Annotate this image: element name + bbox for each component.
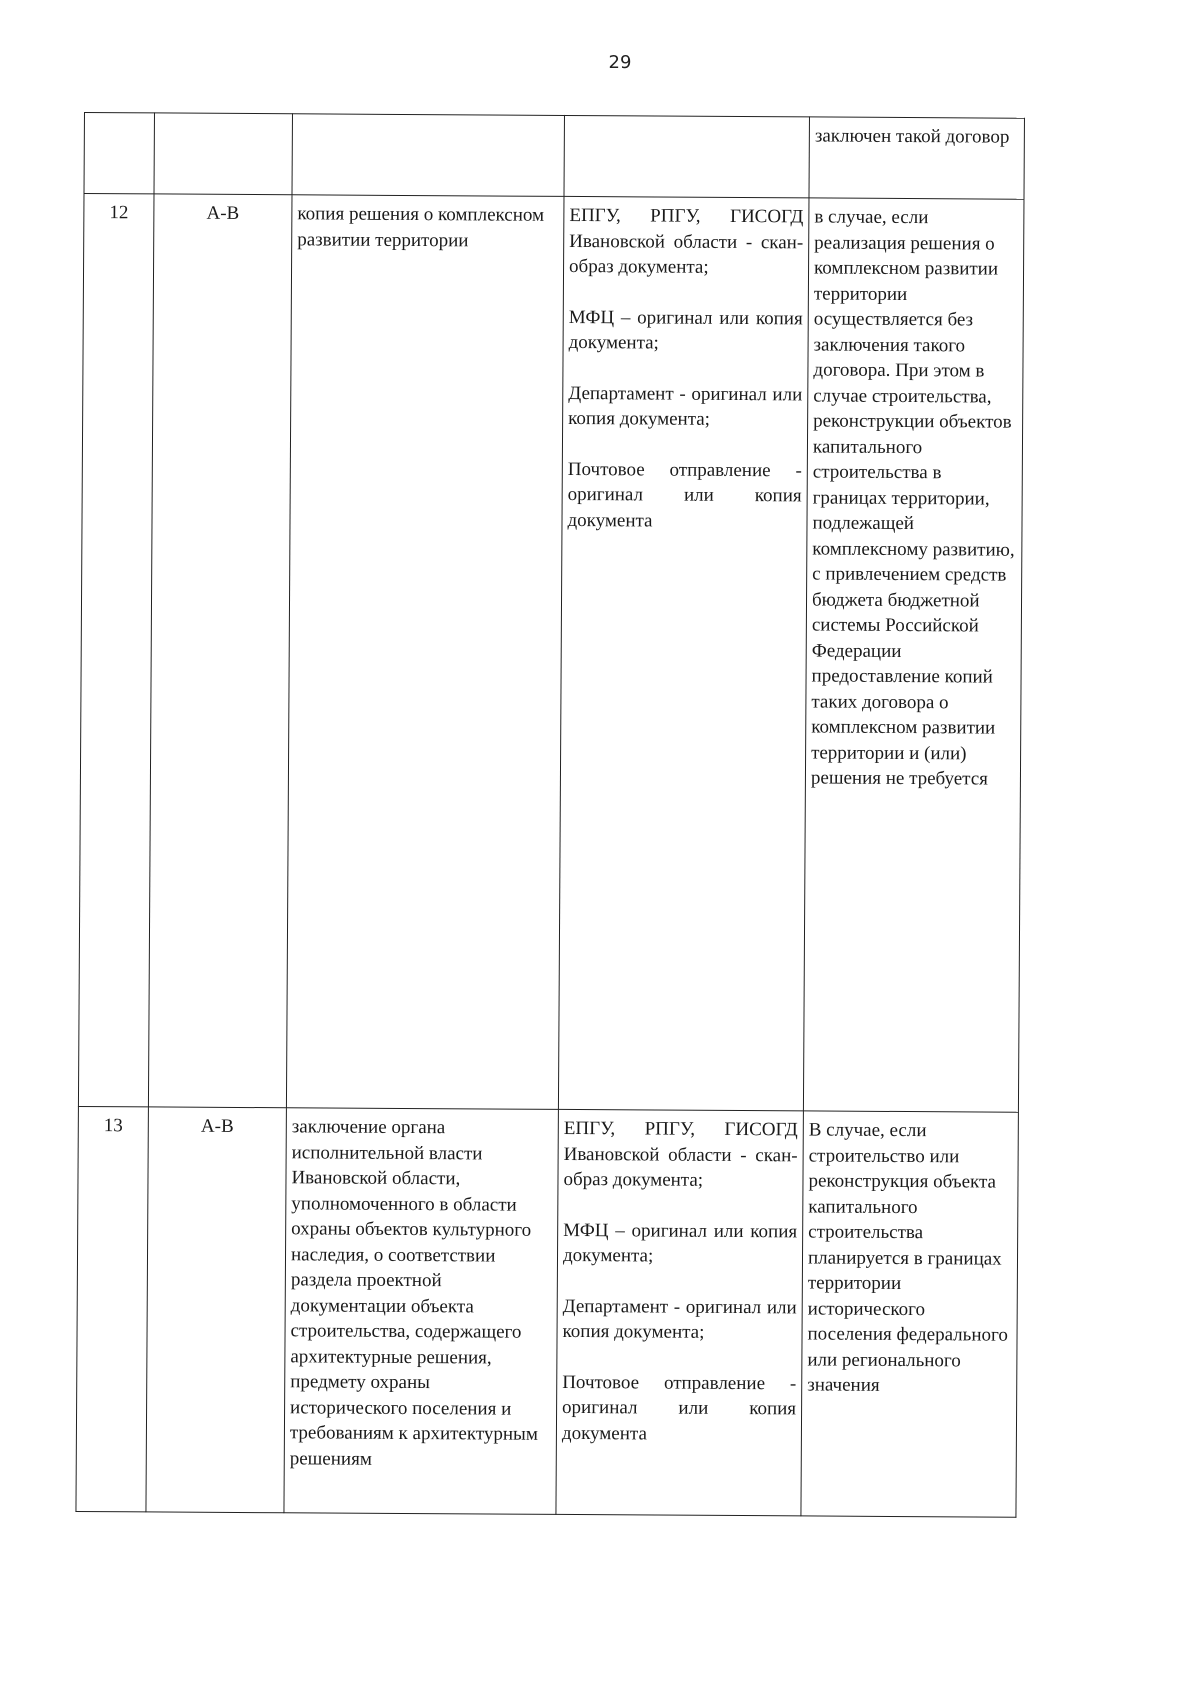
source-item: Департамент - оригинал или копия документа; [562, 1295, 797, 1343]
table-row [78, 194, 1024, 1113]
table-row [76, 1106, 1018, 1517]
cell-condition: заключен такой договор [809, 117, 1024, 199]
cell-document [292, 114, 564, 197]
requirements-table [75, 112, 1025, 1518]
cell-sources [564, 115, 809, 197]
source-item: Департамент - оригинал или копия документа; [568, 382, 803, 430]
cell-category: А-В [146, 1107, 286, 1513]
source-item: ЕПГУ, РПГУ, ГИСОГД Ивановской области - скан-образ документа; [569, 204, 804, 278]
source-item: Почтовое отправление - оригинал или копия документа [567, 458, 802, 531]
table-row-continued [84, 113, 1024, 200]
source-item: Почтовое отправление - оригинал или копия документа [561, 1371, 797, 1444]
cell-category: А-В [148, 194, 292, 1108]
cell-category [154, 113, 292, 195]
source-item: ЕПГУ, РПГУ, ГИСОГД Ивановской области - скан-образ документа; [563, 1117, 798, 1191]
cell-sources [558, 196, 809, 1110]
source-item: МФЦ – оригинал или копия документа; [568, 306, 803, 354]
page-number: 29 [608, 52, 632, 73]
cell-number: 12 [78, 194, 154, 1107]
cell-document: копия решения о комплексном развитии территории [286, 195, 564, 1110]
cell-sources [556, 1109, 803, 1515]
cell-condition: В случае, если строительство или реконструкция объекта капитального строительства планируется в границах территории исторического поселения федерального или регионального значения [801, 1111, 1018, 1517]
cell-document: заключение органа исполнительной власти Ивановской области, уполномоченного в области охраны объектов культурного наследия, о соответствии раздела проектной документации объекта строительства, содержащего архитектурные решения, предмету охраны исторического поселения и требованиям к архитектурным решениям [284, 1108, 558, 1515]
source-item: МФЦ – оригинал или копия документа; [562, 1219, 798, 1267]
cell-number [84, 113, 154, 194]
cell-number: 13 [76, 1106, 148, 1511]
cell-condition: в случае, если реализация решения о комплексном развитии территории осуществляется без заключения такого договора. При этом в случае строительства, реконструкции объектов капитального строительства в границах территории, подлежащей комплексному развитию, с привлечением средств бюджета бюджетной системы Российской Федерации предоставление копий таких договора о комплексном развитии территории и (или) решения не требуется [803, 198, 1024, 1112]
